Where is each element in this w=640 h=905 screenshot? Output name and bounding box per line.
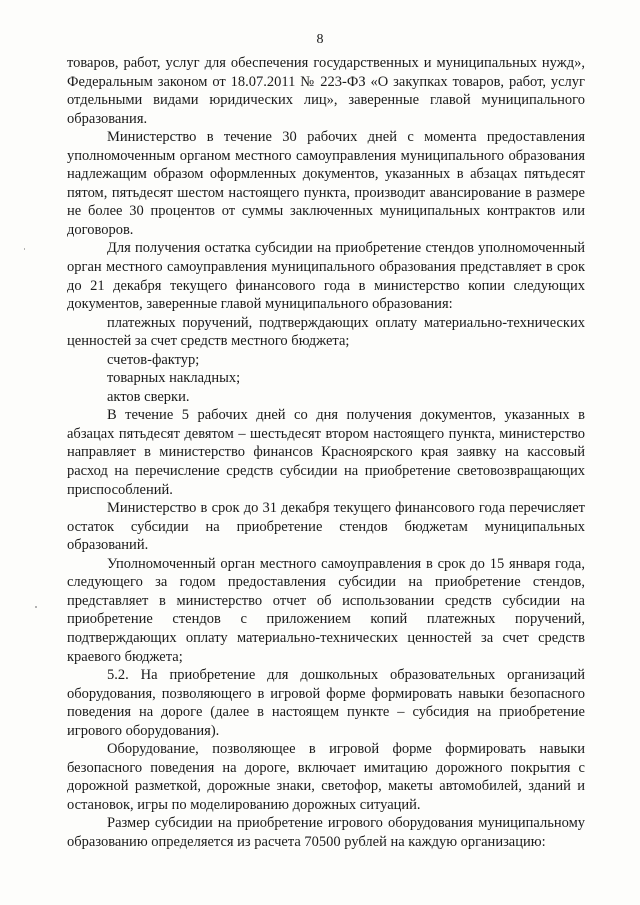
paragraph-procurement-law-ref: товаров, работ, услуг для обеспечения государственных и муниципальных нужд», Федеральным законом от 18.07.2011 № 223-ФЗ «О закупках товаров, работ, услуг отдельными видами юридических лиц», заверенные главой муниципального образования. — [67, 55, 585, 127]
list-item-payment-orders: платежных поручений, подтверждающих оплату материально-технических ценностей за счет средств местного бюджета; — [67, 314, 585, 350]
paragraph-advance-payment: Министерство в течение 30 рабочих дней с момента предоставления уполномоченным органом местного самоуправления муниципального образования надлежащим образом оформленных документов, указанных в абзацах пятьдесят пятом, пятьдесят шестом настоящего пункта, производит авансирование в размере не более 30 процентов от суммы заключенных муниципальных контрактов или договоров. — [67, 129, 585, 238]
paragraph-equipment-description: Оборудование, позволяющее в игровой форме формировать навыки безопасного поведения на дороге, включает имитацию дорожного покрытия с дорожной разметкой, дорожные знаки, светофор, макеты автомобилей, зданий и остановок, игры по моделированию дорожных ситуаций. — [67, 741, 585, 813]
document-body — [67, 54, 585, 852]
list-item-invoices: счетов-фактур; — [107, 351, 200, 368]
paragraph-section-5-2: 5.2. На приобретение для дошкольных образовательных организаций оборудования, позволяющего в игровой форме формировать навыки безопасного поведения на дороге (далее в настоящем пункте – субсидия на приобретение игрового оборудования). — [67, 667, 585, 739]
paragraph-subsidy-amount: Размер субсидии на приобретение игрового оборудования муниципальному образованию определяется из расчета 70500 рублей на каждую организацию: — [67, 815, 585, 850]
paragraph-usage-report: Уполномоченный орган местного самоуправления в срок до 15 января года, следующего за годом предоставления субсидии на приобретение стендов, представляет в министерство отчет об использовании средств субсидии на приобретение стендов с приложением копий платежных поручений, подтверждающих оплату материально-технических ценностей за счет средств краевого бюджета; — [67, 555, 585, 665]
paragraph-remaining-subsidy-documents: Для получения остатка субсидии на приобретение стендов уполномоченный орган местного самоуправления муниципального образования представляет в срок до 21 декабря текущего финансового года в министерство копии следующих документов, заверенные главой муниципального образования: — [67, 240, 585, 313]
scan-speck — [24, 248, 25, 250]
paragraph-cash-expense-request: В течение 5 рабочих дней со дня получения документов, указанных в абзацах пятьдесят девятом – шестьдесят втором настоящего пункта, министерство направляет в министерство финансов Красноярского края заявку на кассовый расход на перечисление средств субсидии на приобретение световозвращающих приспособлений. — [67, 407, 585, 498]
list-item-waybills: товарных накладных; — [107, 370, 241, 387]
scan-speck — [35, 606, 37, 608]
list-item-reconciliation-acts: актов сверки. — [107, 388, 190, 405]
paragraph-transfer-remainder: Министерство в срок до 31 декабря текущего финансового года перечисляет остаток субсидии на приобретение стендов бюджетам муниципальных образований. — [67, 500, 585, 554]
page-number: 8 — [316, 32, 324, 47]
